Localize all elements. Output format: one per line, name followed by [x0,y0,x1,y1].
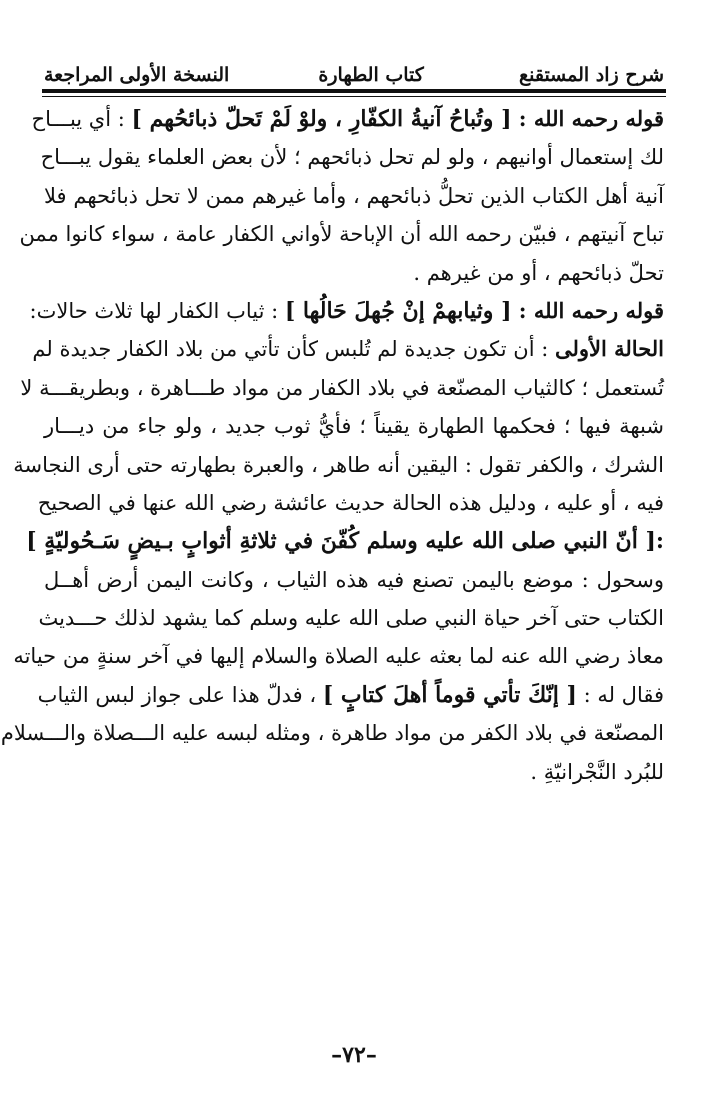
header-book-title: شرح زاد المستقنع [518,64,664,86]
text-segment: المصنّعة في بلاد الكفر من مواد طاهرة ، ومثله لبسه عليه الـــصلاة والـــسلام [0,721,664,746]
text-segment: فيه ، أو عليه ، ودليل هذه الحالة حديث عائشة رضي الله عنها في الصحيح [37,490,664,515]
text-segment: : أن تكون جديدة لم تُلبس كأن تأتي من بلاد الكفار جديدة لم [32,337,555,362]
page-number: –٧٢– [331,1042,377,1068]
text-line [37,484,664,522]
text-segment: تباح آنيتهم ، فبيّن رحمه الله أن الإباحة لأواني الكفار عامة ، سواء كانوا ممن [19,222,664,247]
text-line [26,522,664,560]
text-line [0,714,664,752]
text-segment: : ثياب الكفار لها ثلاث حالات: [29,298,285,323]
text-segment: لك إستعمال أوانيهم ، ولو لم تحل ذبائحهم ؛ لأن بعض العلماء يقول يبـــاح [40,145,664,170]
bold-lead: قوله رحمه الله : [511,297,664,323]
text-line [44,407,664,445]
text-line [37,676,664,714]
running-header [44,56,664,86]
text-line [31,100,664,138]
text-line [13,637,664,675]
text-segment: ، فدلّ هذا على جواز لبس الثياب [37,682,323,707]
text-segment: معاذ رضي الله عنه لما بعثه عليه الصلاة والسلام إليها في آخر سنةٍ من حياته [13,644,664,669]
text-line [32,330,664,368]
header-chapter-title: كتاب الطهارة [318,64,424,86]
text-line [13,446,664,484]
text-line [19,215,664,253]
text-segment: : أي يبـــاح [31,107,132,131]
text-segment: تحلّ ذبائحهم ، أو من غيرهم . [413,260,664,285]
header-edition-note: النسخة الأولى المراجعة [44,64,230,86]
text-line [38,599,664,637]
text-line [20,369,664,407]
text-line [29,292,664,330]
quoted-matn: [ إنّكَ تأتي قوماً أهلَ كتابٍ ] [322,681,577,708]
text-line [44,561,664,599]
text-segment: الكتاب حتى آخر حياة النبي صلى الله عليه وسلم كما يشهد لذلك حـــديث [38,606,664,631]
text-line [44,254,664,292]
text-line [44,177,664,215]
text-segment: للبُرد النَّجْرانيّةِ . [530,759,664,784]
quoted-matn: [ وثيابهمْ إنْ جُهلَ حَالُها ] [284,297,512,324]
text-segment: فقال له : [576,682,664,707]
quoted-matn: :[ أنّ النبي صلى الله عليه وسلم كُفّنَ في ثلاثةِ أثوابٍ بـيضٍ سَـحُوليّةٍ ] [26,528,664,555]
text-segment: وسحول : موضع باليمن تصنع فيه هذه الثياب ، وكانت اليمن أرض أهــل [44,567,664,592]
header-rule-thick [42,89,666,93]
bold-lead: الحالة الأولى [554,336,664,362]
text-segment: الشرك ، والكفر تقول : اليقين أنه طاهر ، والعبرة بطهارته حتى أرى النجاسة [13,452,664,477]
header-rule-thin [42,96,666,97]
text-segment: تُستعمل ؛ كالثياب المصنّعة في بلاد الكفار من مواد طـــاهرة ، وبطريقـــة لا [20,375,664,400]
body-text [0,100,664,791]
text-line [40,138,664,176]
quoted-matn: [ وتُباحُ آنيةُ الكفّارِ ، ولوْ لَمْ تَحلّ ذبائحُهم ] [131,106,512,132]
text-line [44,753,664,791]
text-segment: آنية أهل الكتاب الذين تحلُّ ذبائحهم ، وأما غيرهم ممن لا تحل ذبائحهم فلا [44,183,664,208]
text-segment: شبهة فيها ؛ فحكمها الطهارة يقيناً ؛ فأيُّ ثوب جديد ، ولو جاء من ديـــار [44,414,664,439]
bold-lead: قوله رحمه الله : [511,106,664,131]
